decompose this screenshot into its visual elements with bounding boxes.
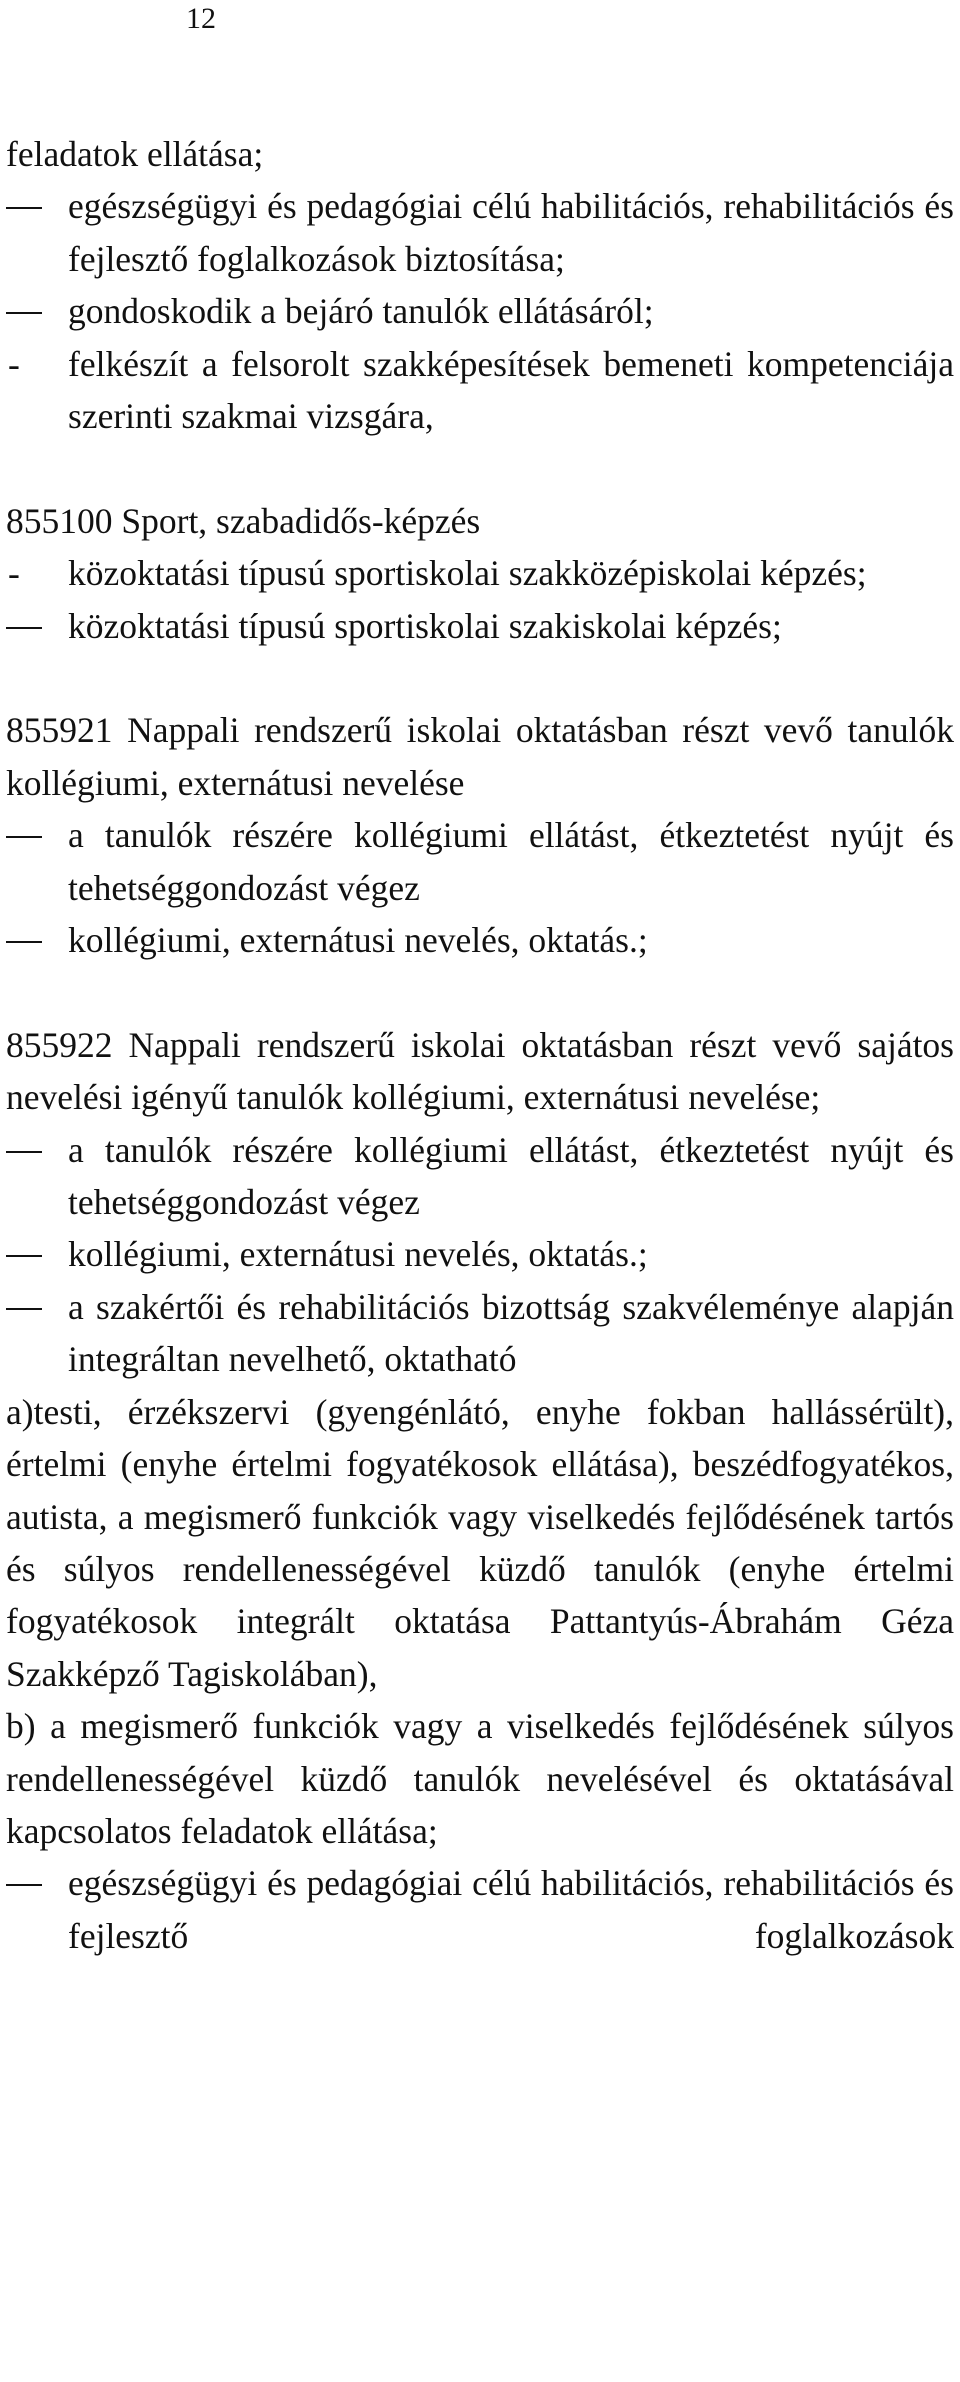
- list-item: [6, 914, 954, 966]
- list-item-text: a szakértői és rehabilitációs bizottság szakvéleménye alapján integráltan nevelhető, oktatható: [68, 1286, 954, 1380]
- section-heading: 855922 Nappali rendszerű iskolai oktatásban részt vevő sajátos nevelési igényű tanulók kollégiumi, externátusi nevelése;: [6, 1024, 954, 1118]
- paragraph: feladatok ellátása;: [6, 134, 264, 174]
- list-item-text: a tanulók részére kollégiumi ellátást, étkeztetést nyújt és tehetséggondozást végez: [68, 1129, 954, 1223]
- paragraph: a)testi, érzékszervi (gyengénlátó, enyhe fokban hallássérült), értelmi (enyhe értelmi fogyatékosok ellátása), beszédfogyatékos, autista, a megismerő funkciók vagy viselkedés fejlődésének tartós és súlyos rendellenességével küzdő tanulók (enyhe értelmi fogyatékosok integrált oktatása Pattantyús-Ábrahám Géza Szakképző Tagiskolában),: [6, 1391, 954, 1694]
- paragraph: b) a megismerő funkciók vagy a viselkedés fejlődésének súlyos rendellenességével küzdő tanulók nevelésével és oktatásával kapcsolatos feladatok ellátása;: [6, 1706, 954, 1851]
- list-item: [6, 180, 954, 285]
- list-item-text: gondoskodik a bejáró tanulók ellátásáról;: [68, 291, 654, 332]
- list-item-text: kollégiumi, externátusi nevelés, oktatás.;: [68, 920, 648, 961]
- list-item: [6, 338, 954, 443]
- list-item-text: közoktatási típusú sportiskolai szakközépiskolai képzés;: [68, 553, 867, 594]
- list-item: [6, 285, 954, 337]
- list-item-text: kollégiumi, externátusi nevelés, oktatás.;: [68, 1234, 648, 1275]
- list-item-text: felkészít a felsorolt szakképesítések bemeneti kompetenciája szerinti szakmai vizsgára,: [68, 343, 954, 437]
- section-heading: 855921 Nappali rendszerű iskolai oktatásban részt vevő tanulók kollégiumi, externátusi nevelése: [6, 710, 954, 803]
- list-item-text: a tanulók részére kollégiumi ellátást, étkeztetést nyújt és tehetséggondozást végez: [68, 815, 954, 908]
- paragraph-gap: [6, 966, 954, 1018]
- list-item: [6, 600, 954, 652]
- document-body: [6, 128, 954, 1962]
- list-item: [6, 1857, 954, 1962]
- list-item: [6, 547, 954, 599]
- paragraph-gap: [6, 652, 954, 704]
- page-number: 12: [186, 2, 216, 35]
- list-item: [6, 1124, 954, 1229]
- section-heading: 855100 Sport, szabadidős-képzés: [6, 500, 481, 541]
- paragraph-gap: [6, 442, 954, 494]
- list-item-text: egészségügyi és pedagógiai célú habilitációs, rehabilitációs és fejlesztő foglalkozások: [68, 1863, 954, 1956]
- list-item-text: egészségügyi és pedagógiai célú habilitációs, rehabilitációs és fejlesztő foglalkozások biztosítása;: [68, 186, 954, 279]
- list-item: [6, 809, 954, 914]
- list-item: [6, 1228, 954, 1280]
- list-item-text: közoktatási típusú sportiskolai szakiskolai képzés;: [68, 605, 782, 646]
- list-item: [6, 1281, 954, 1386]
